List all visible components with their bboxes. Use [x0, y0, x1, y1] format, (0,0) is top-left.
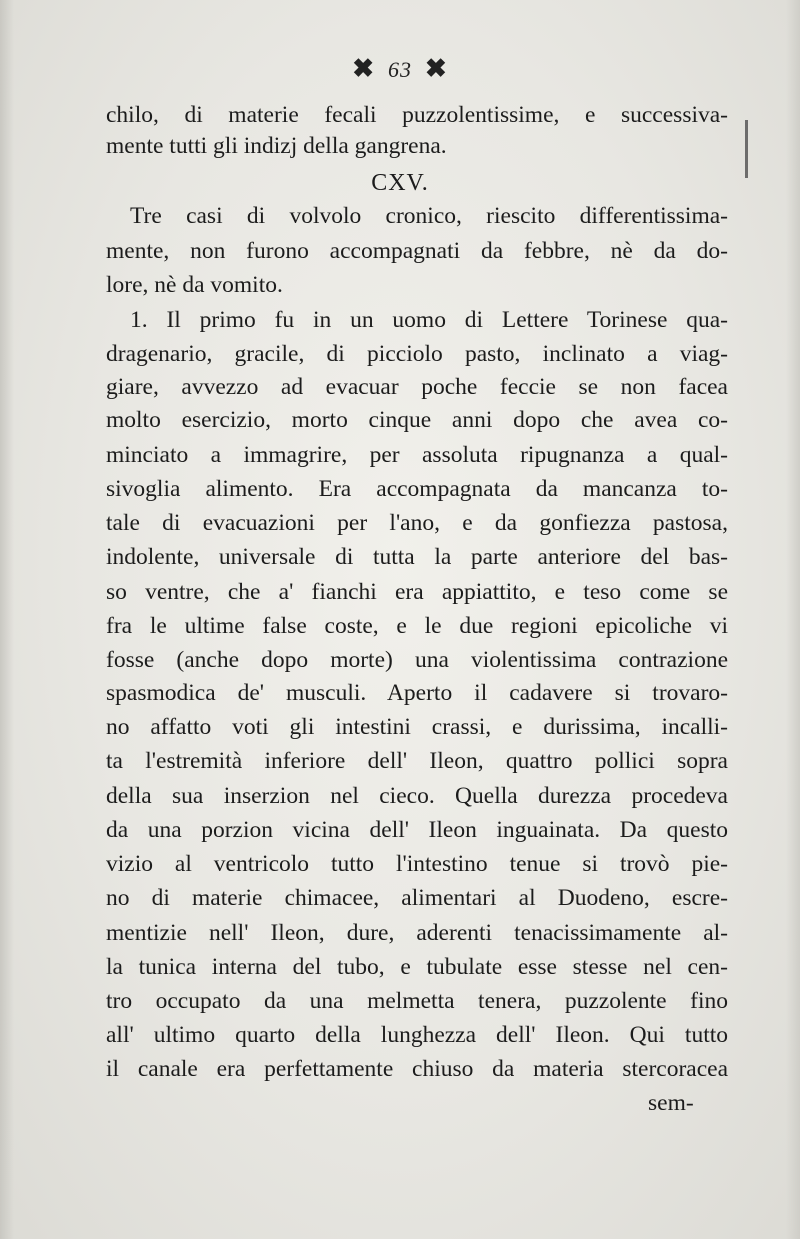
text-line: no di materie chimacee, alimentari al Duodeno, escre- [106, 885, 728, 911]
text-line: tro occupato da una melmetta tenera, puzzolente fino [106, 988, 728, 1014]
text-line: chilo, di materie fecali puzzolentissime, e successiva- [106, 102, 728, 128]
text-line: so ventre, che a' fianchi era appiattito, e teso come se [106, 579, 728, 605]
catchword: sem- [648, 1090, 694, 1116]
text-line: indolente, universale di tutta la parte anteriore del bas- [106, 544, 728, 570]
page-number: 63 [388, 57, 412, 82]
text-line: mente, non furono accompagnati da febbre, nè da do- [106, 238, 728, 264]
header-ornament-right: ✖ [425, 54, 448, 83]
text-line: all' ultimo quarto della lunghezza dell' Ileon. Qui tutto [106, 1022, 728, 1048]
text-line: fra le ultime false coste, e le due regioni epicoliche vi [106, 613, 728, 639]
text-line: della sua inserzion nel cieco. Quella durezza procedeva [106, 783, 728, 809]
header-ornament-left: ✖ [352, 54, 375, 83]
section-heading: CXV. [371, 170, 429, 196]
text-line: giare, avvezzo ad evacuar poche feccie se non facea [106, 374, 728, 400]
text-line: vizio al ventricolo tutto l'intestino tenue si trovò pie- [106, 851, 728, 877]
text-line: spasmodica de' musculi. Aperto il cadavere si trovaro- [106, 680, 728, 706]
text-line: 1. Il primo fu in un uomo di Lettere Torinese qua- [130, 307, 728, 333]
text-line: minciato a immagrire, per assoluta ripugnanza a qual- [106, 442, 728, 468]
text-line: ta l'estremità inferiore dell' Ileon, quattro pollici sopra [106, 748, 728, 774]
text-line: sivoglia alimento. Era accompagnata da mancanza to- [106, 476, 728, 502]
text-line: no affatto voti gli intestini crassi, e durissima, incalli- [106, 714, 728, 740]
text-line: fosse (anche dopo morte) una violentissima contrazione [106, 647, 728, 673]
text-line: mente tutti gli indizj della gangrena. [106, 133, 447, 159]
text-line: tale di evacuazioni per l'ano, e da gonfiezza pastosa, [106, 510, 728, 536]
text-line: Tre casi di volvolo cronico, riescito differentissima- [130, 203, 728, 229]
text-line: la tunica interna del tubo, e tubulate esse stesse nel cen- [106, 954, 728, 980]
running-header [0, 54, 800, 84]
text-line: molto esercizio, morto cinque anni dopo che avea co- [106, 407, 728, 433]
text-line: il canale era perfettamente chiuso da materia stercoracea [106, 1056, 728, 1082]
text-line: da una porzion vicina dell' Ileon inguainata. Da questo [106, 817, 728, 843]
text-line: mentizie nell' Ileon, dure, aderenti tenacissimamente al- [106, 920, 728, 946]
text-line: dragenario, gracile, di picciolo pasto, inclinato a viag- [106, 341, 728, 367]
text-line: lore, nè da vomito. [106, 272, 283, 298]
